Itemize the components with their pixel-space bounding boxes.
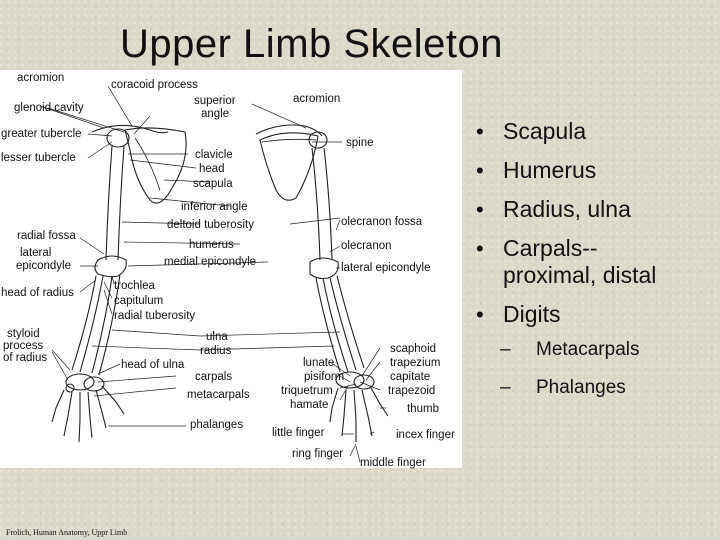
bullet-dot: • [476, 158, 484, 183]
sub-bullet-text: Phalanges [536, 377, 626, 398]
label-ring-finger: ring finger [292, 448, 344, 460]
sub-bullet-dash: – [500, 377, 511, 398]
label-acromion-left: acromion [17, 72, 65, 84]
label-scapula: scapula [193, 178, 233, 190]
label-radial-tuberosity: radial tuberosity [114, 310, 196, 322]
label-hamate: hamate [290, 399, 329, 411]
label-metacarpals: metacarpals [187, 389, 250, 401]
slide-title: Upper Limb Skeleton [120, 22, 504, 66]
label-lesser-tubercle: lesser tubercle [1, 152, 76, 164]
bullet-item [476, 196, 716, 223]
sub-bullet-text: Metacarpals [536, 339, 640, 360]
sub-bullet-item [476, 376, 716, 399]
label-lunate: lunate [303, 357, 335, 369]
label-carpals: carpals [195, 371, 233, 383]
label-humerus: humerus [189, 239, 234, 251]
label-trapezium: trapezium [390, 357, 441, 369]
label-radius: radius [200, 345, 232, 357]
label-lateral-epicondyle-right: lateral epicondyle [341, 262, 431, 274]
label-greater-tubercle: greater tubercle [1, 128, 82, 140]
label-lateral-epicondyle-left-1: lateral [20, 247, 52, 259]
bullet-dot: • [476, 302, 484, 327]
label-glenoid-cavity: glenoid cavity [14, 102, 84, 114]
bullet-continuation: proximal, distal [503, 262, 657, 288]
label-acromion-right: acromion [293, 93, 341, 105]
label-styloid-3: of radius [3, 352, 48, 364]
label-phalanges: phalanges [190, 419, 244, 431]
label-coracoid-process: coracoid process [111, 79, 198, 91]
label-head-of-ulna: head of ulna [121, 359, 185, 371]
label-inferior-angle: inferior angle [181, 201, 248, 213]
sub-bullet-list [476, 338, 716, 399]
bullet-dot: • [476, 236, 484, 261]
label-styloid-1: styloid [7, 328, 40, 340]
label-thumb: thumb [407, 403, 439, 415]
sub-bullet-item [476, 338, 716, 361]
label-superior-angle-1: superior [194, 95, 236, 107]
bullet-item [476, 301, 716, 328]
bullet-text: Scapula [503, 118, 587, 144]
label-medial-epicondyle: medial epicondyle [164, 256, 257, 268]
label-capitate: capitate [390, 371, 431, 383]
label-styloid-2: process [3, 340, 44, 352]
label-middle-finger: middle finger [360, 457, 426, 469]
upper-limb-diagram [0, 70, 462, 468]
label-clavicle: clavicle [195, 149, 233, 161]
label-head: head [199, 163, 225, 175]
sub-bullet-dash: – [500, 339, 511, 360]
bullet-dot: • [476, 197, 484, 222]
label-scaphoid: scaphoid [390, 343, 437, 355]
label-radial-fossa: radial fossa [17, 230, 76, 242]
label-olecranon-fossa: olecranon fossa [341, 216, 423, 228]
label-spine: spine [346, 137, 374, 149]
bullet-text: Radius, ulna [503, 196, 631, 222]
bullet-text: Humerus [503, 157, 597, 183]
label-pisiform: pisiform [304, 371, 345, 383]
label-index-finger: incex finger [396, 429, 455, 441]
label-olecranon: olecranon [341, 240, 392, 252]
bullet-item [476, 118, 716, 145]
label-superior-angle-2: angle [201, 108, 230, 120]
source-credit: Frolich, Human Anatomy, Uppr Limb [6, 528, 128, 537]
bullet-text: Carpals-- [503, 235, 598, 261]
label-deltoid-tuberosity: deltoid tuberosity [167, 219, 254, 231]
bullet-item [476, 235, 716, 289]
bullet-list [476, 118, 716, 414]
bullet-item [476, 157, 716, 184]
label-lateral-epicondyle-left-2: epicondyle [16, 260, 71, 272]
label-capitulum: capitulum [114, 295, 164, 307]
bullet-text: Digits [503, 301, 561, 327]
label-head-of-radius: head of radius [1, 287, 74, 299]
label-triquetrum: triquetrum [281, 385, 333, 397]
label-trochlea: trochlea [114, 280, 155, 292]
bullet-dot: • [476, 119, 484, 144]
label-ulna: ulna [206, 331, 228, 343]
label-trapezoid: trapezoid [388, 385, 436, 397]
label-little-finger: little finger [272, 427, 325, 439]
